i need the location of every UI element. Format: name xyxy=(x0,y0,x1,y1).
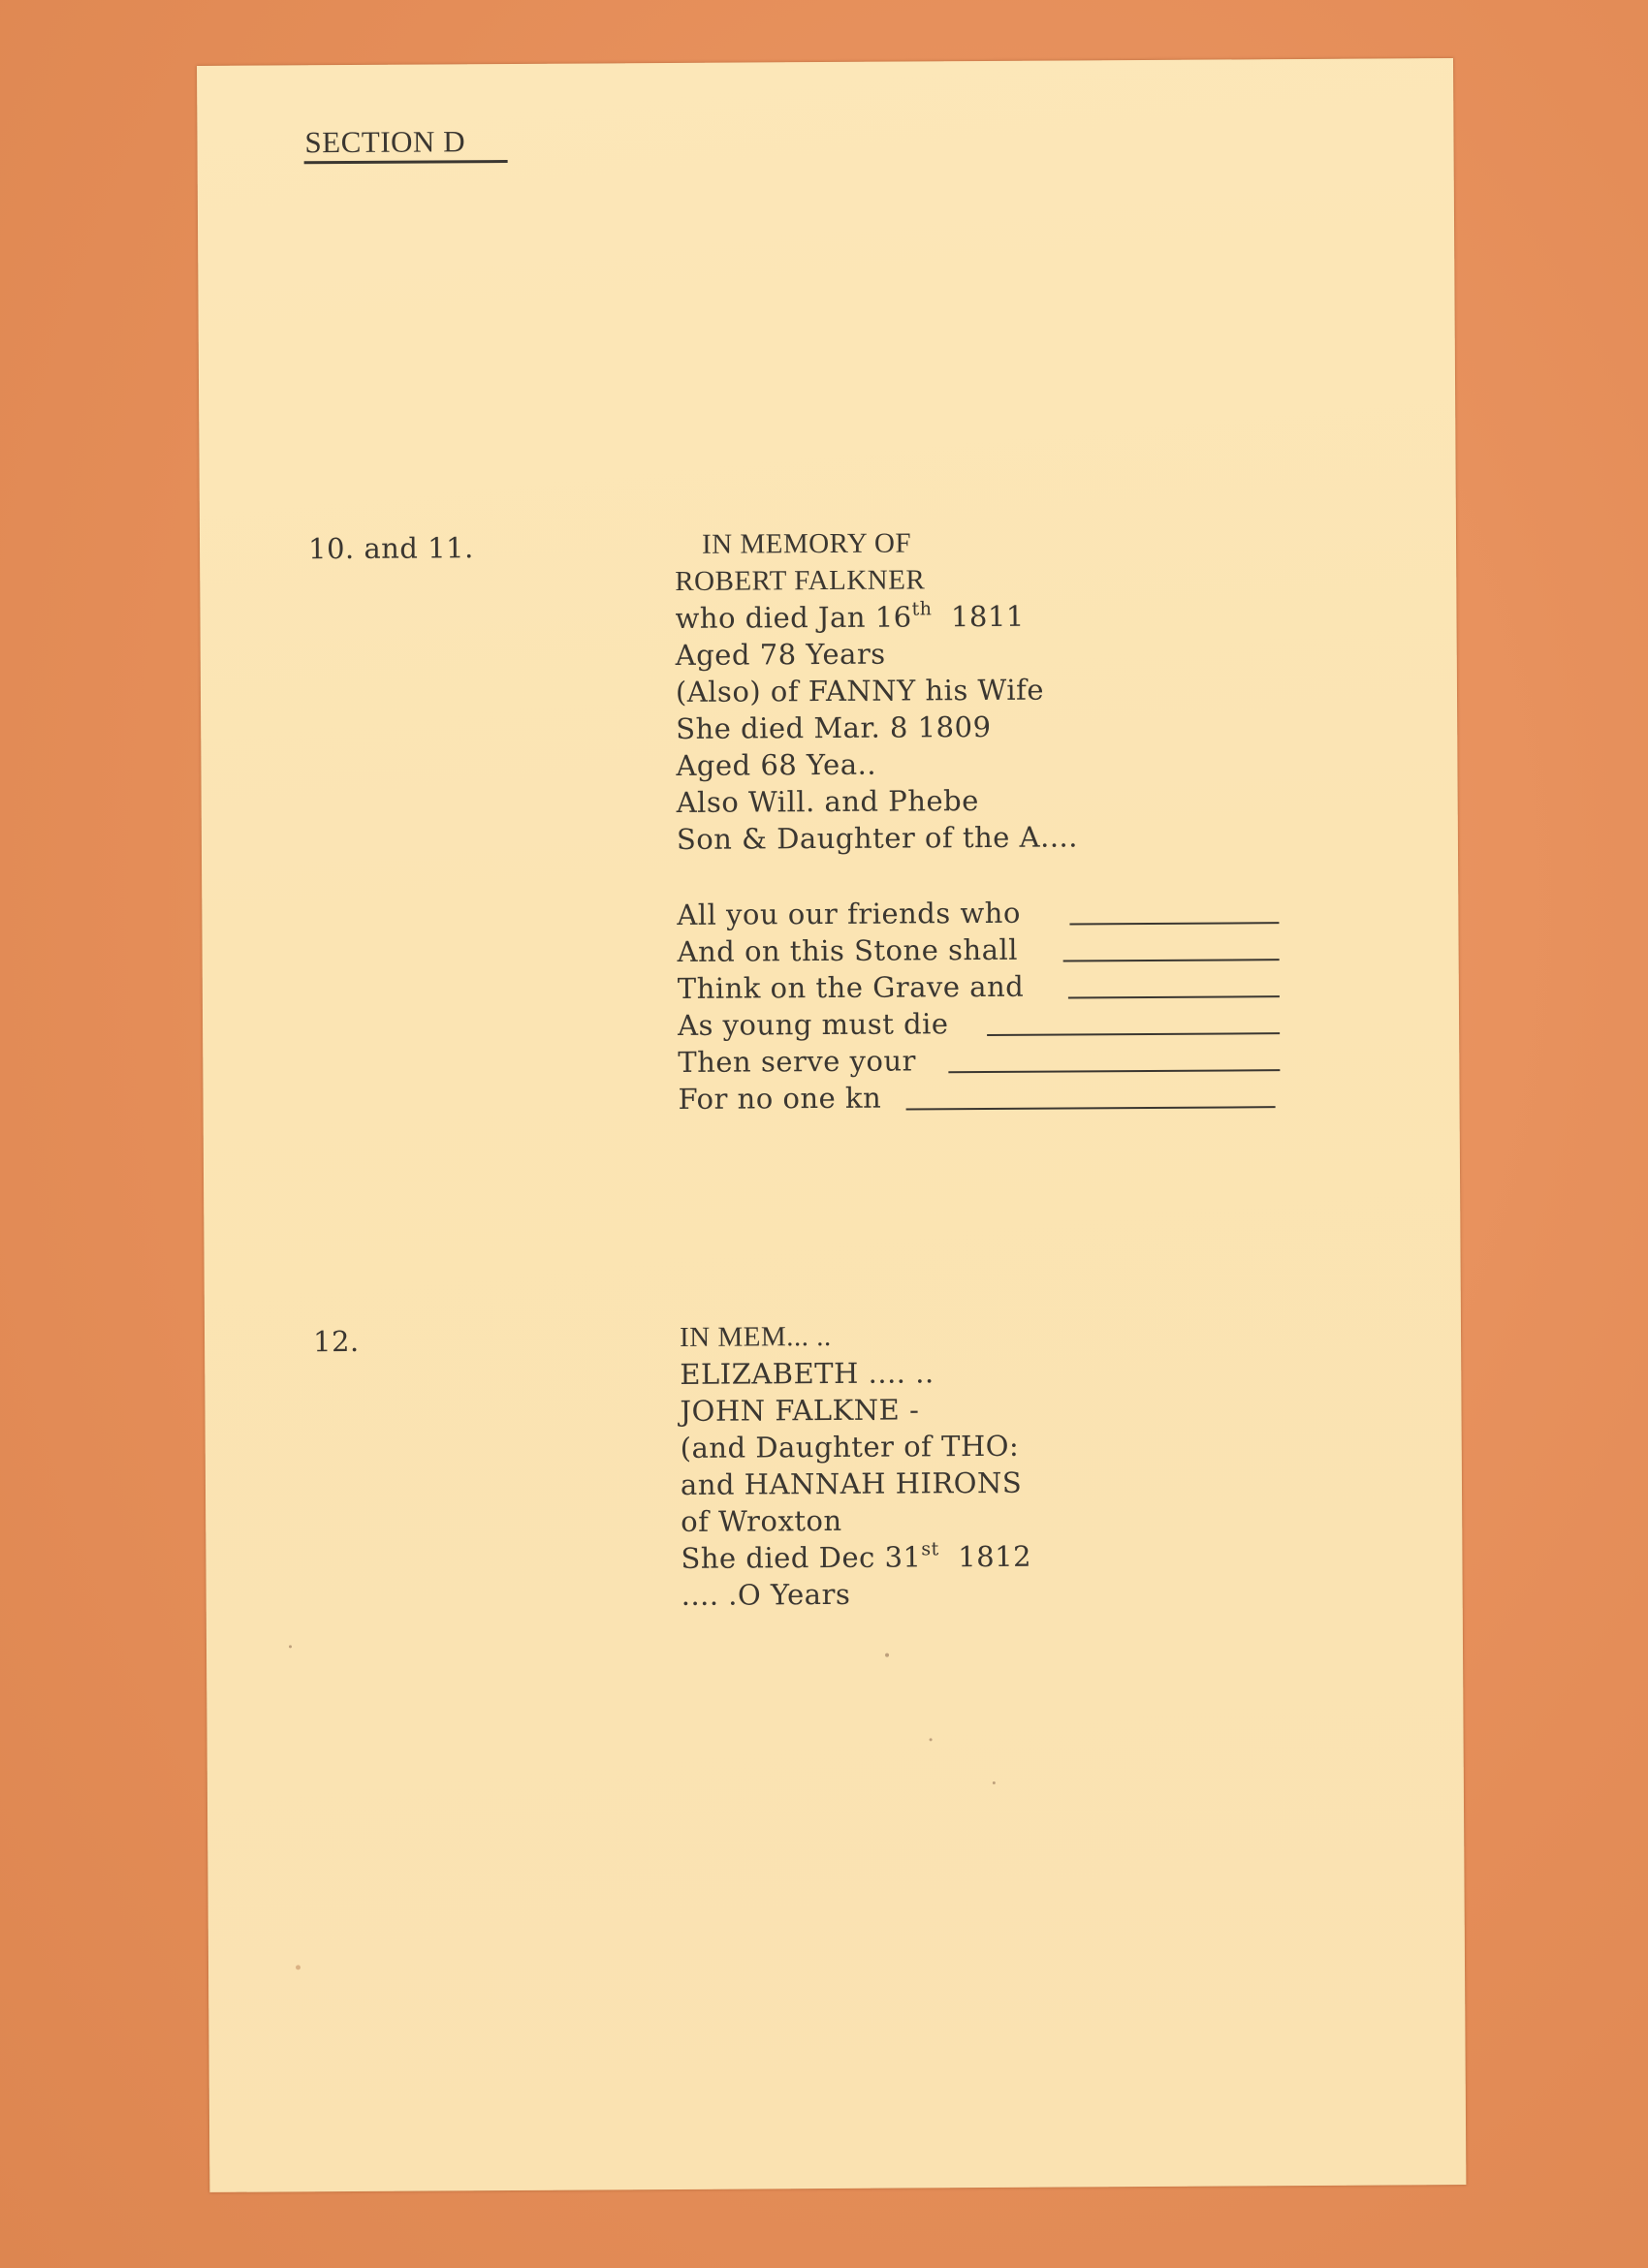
inscription-line: and HANNAH HIRONS xyxy=(680,1465,1023,1501)
inscription-line: IN MEM... .. xyxy=(679,1320,832,1353)
inscription-line: ELIZABETH .... .. xyxy=(680,1356,935,1391)
verse-text: For no one kn xyxy=(678,1081,882,1116)
verse-text: Then serve your xyxy=(678,1044,917,1079)
section-heading-underline xyxy=(304,160,508,164)
entry-number: 10. and 11. xyxy=(307,531,474,566)
inscription-line: ROBERT FALKNER xyxy=(675,564,926,597)
verse-line xyxy=(678,1042,1025,1081)
paper-speck xyxy=(993,1781,996,1784)
entry-number: 12. xyxy=(312,1324,360,1359)
inscription-line: of Wroxton xyxy=(681,1503,842,1538)
paper-speck xyxy=(930,1738,933,1741)
inscription-line: (and Daughter of THO: xyxy=(680,1429,1020,1465)
inscription-line: JOHN FALKNE - xyxy=(680,1393,920,1428)
verse-blank-rule xyxy=(906,1106,1276,1110)
inscription-line: (Also) of FANNY his Wife xyxy=(675,673,1045,709)
inscription-line: Also Will. and Phebe xyxy=(676,784,979,819)
verse-blank-rule xyxy=(948,1069,1280,1073)
section-heading: SECTION D xyxy=(304,124,466,160)
verse-blank-rule xyxy=(1063,959,1280,961)
verse-blank-rule xyxy=(987,1032,1280,1036)
inscription-line: .... .O Years xyxy=(681,1577,851,1612)
verse-line xyxy=(678,1079,1025,1118)
ordinal-suffix: th xyxy=(911,598,933,620)
inscription-year: 1812 xyxy=(958,1539,1032,1574)
inscription-text: who died Jan 16 xyxy=(675,600,912,635)
verse-text: Think on the Grave and xyxy=(677,969,1025,1005)
verse-blank-rule xyxy=(1068,995,1280,998)
verse-text: As young must die xyxy=(677,1007,949,1042)
inscription-block xyxy=(675,523,1078,858)
ordinal-suffix: st xyxy=(921,1538,939,1560)
inscription-block xyxy=(680,1317,1031,1614)
inscription-line xyxy=(681,1538,1031,1577)
inscription-line: She died Mar. 8 1809 xyxy=(676,709,992,745)
verse-line xyxy=(677,931,1024,970)
verse-line xyxy=(677,895,1024,933)
verse-line xyxy=(678,1005,1025,1044)
verse-line xyxy=(678,968,1025,1007)
verse-text: All you our friends who xyxy=(677,896,1021,931)
inscription-line: IN MEMORY OF xyxy=(701,527,912,560)
inscription-line xyxy=(675,597,1076,637)
verse-blank-rule xyxy=(1069,922,1279,925)
paper-speck xyxy=(885,1654,889,1657)
inscription-year: 1811 xyxy=(950,599,1025,634)
document-sheet xyxy=(197,58,1466,2192)
inscription-line: Aged 68 Yea.. xyxy=(676,747,877,782)
paper-speck xyxy=(296,1965,301,1969)
inscription-line: Aged 78 Years xyxy=(675,637,886,672)
inscription-text: She died Dec 31 xyxy=(681,1540,922,1575)
inscription-line: Son & Daughter of the A.... xyxy=(676,820,1079,856)
verse-text: And on this Stone shall xyxy=(677,932,1019,968)
verse-block xyxy=(677,895,1025,1118)
paper-speck xyxy=(289,1645,292,1648)
